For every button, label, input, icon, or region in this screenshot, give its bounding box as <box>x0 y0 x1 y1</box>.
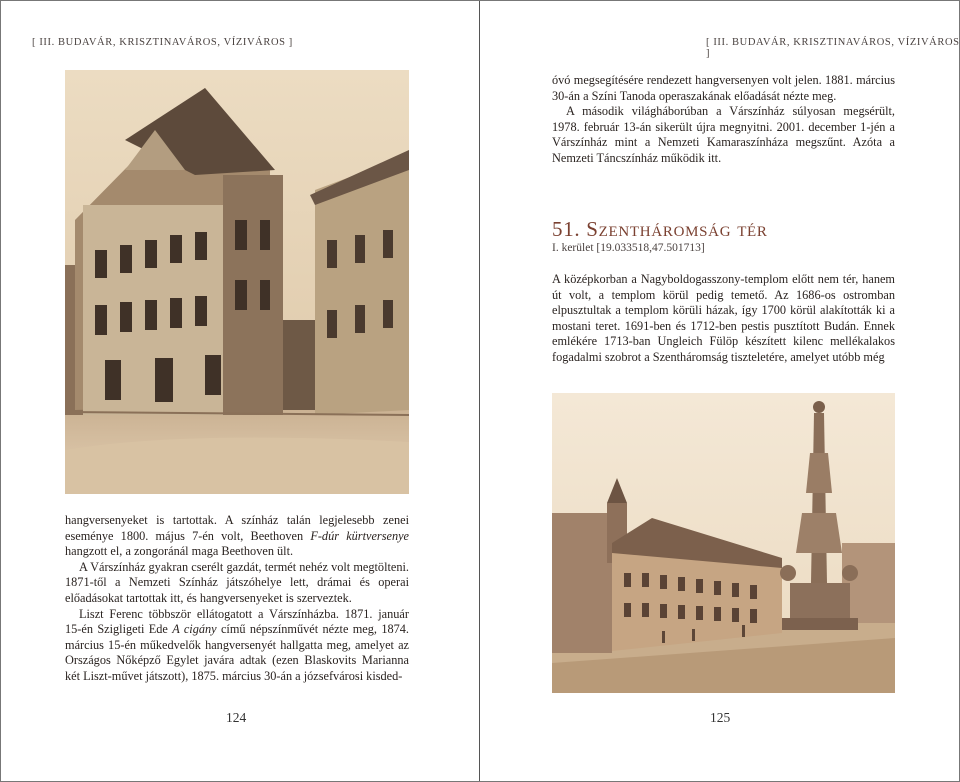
right-intro-text <box>552 73 895 167</box>
section-coords: I. kerület [19.033518,47.501713] <box>552 242 705 254</box>
szentharomsag-ter-photo <box>552 393 895 693</box>
running-head: [ III. BUDAVÁR, KRISZTINAVÁROS, VÍZIVÁROS ] <box>706 37 960 59</box>
paragraph: A középkorban a Nagyboldogasszony-templom előtt nem tér, hanem út volt, a templom körül pedig temető. Az 1686-os ostromban elpusztultak a templom körüli házak, így 1700 körül alakították ki a mostani teret. 1691-ben és 1712-ben pestis pusztított Budán. Ennek emlékére 1713-ban Ungleich Fülöp készített kilenc mellékalakos fogadalmi szobrot a Szentháromság tiszteletére, amelyet utóbb még <box>552 272 895 364</box>
text-run: című népszínművét nézte meg, 1874. március 15-én műkedvelők hangversenyét hallgatta meg, amelyet az Országos Nőképző Egylet javára adtak (ezen Blaskovits Marianna két Liszt-művet játszott), 1875. március 30-án a józsefvárosi kisded- <box>65 622 409 683</box>
paragraph: óvó megsegítésére rendezett hangversenyen volt jelen. 1881. március 30-án a Színi Tanoda operaszakának előadását nézte meg. <box>552 73 895 103</box>
section-body-text <box>552 272 895 366</box>
paragraph <box>65 607 409 685</box>
page-number: 125 <box>710 710 731 725</box>
text-run: hangzott el, a zongoránál maga Beethoven ült. <box>65 544 294 559</box>
paragraph: A Várszínház gyakran cserélt gazdát, termét nehéz volt megtölteni. 1871-től a Nemzeti Színház játszóhelye lett, drámai és operai előadásokat tartottak itt, és hangversenyeket is szerveztek. <box>65 559 409 605</box>
varszinhaz-photo <box>65 70 409 494</box>
italic-title: F-dúr kürtversenye <box>310 528 410 543</box>
paragraph: A második világháborúban a Várszínház súlyosan megsérült, 1978. február 13-án sikerült újra megnyitni. 2001. december 1-jén a Várszínház mint a Nemzeti Kamaraszínháza megszűnt. Azóta a Nemzeti Táncszínház működik itt. <box>552 104 895 165</box>
section-title: 51. Szentháromság tér <box>552 217 768 241</box>
text-run: Liszt Ferenc többször ellátogatott a Várszínházba. 1871. január 15-én Szigligeti Ede <box>65 606 409 637</box>
paragraph <box>65 513 409 560</box>
italic-title: A cigány <box>172 622 217 637</box>
running-head: [ III. BUDAVÁR, KRISZTINAVÁROS, VÍZIVÁROS ] <box>32 37 293 48</box>
page-number: 124 <box>226 710 247 725</box>
text-run: hangversenyeket is tartottak. A színház talán legjelesebb zenei eseménye 1800. május 7-én volt, Beethoven <box>65 513 409 543</box>
left-body-text <box>65 513 409 685</box>
